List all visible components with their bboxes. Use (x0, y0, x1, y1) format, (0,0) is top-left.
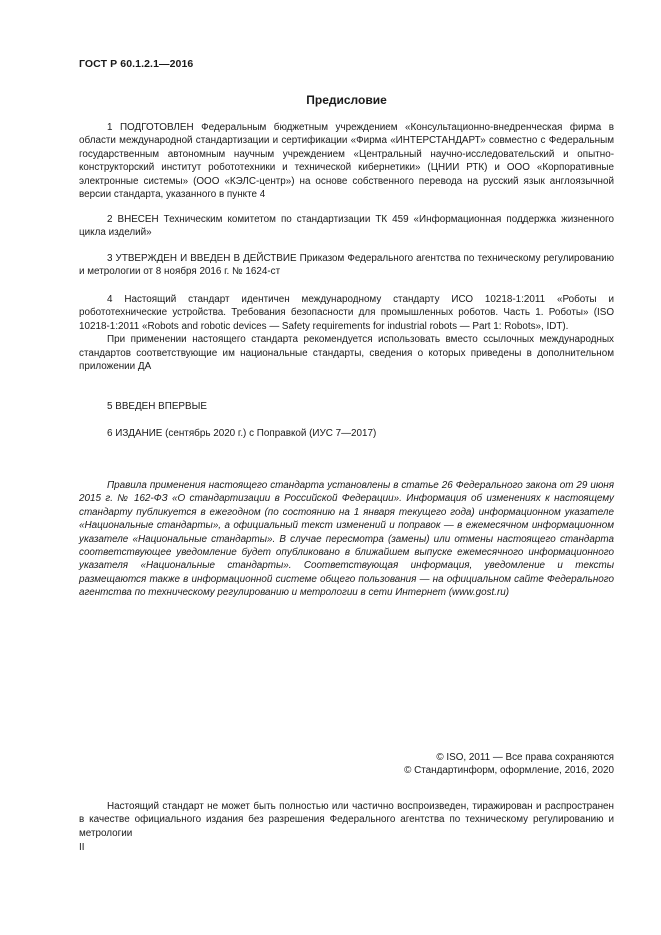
copyright-block (79, 751, 614, 778)
preface-item-4 (79, 293, 614, 373)
preface-item-1-text: 1 ПОДГОТОВЛЕН Федеральным бюджетным учреждением «Консультационно-внедренческая фирма в области международной стандартизации и сертификации «Фирма «ИНТЕРСТАНДАРТ» совместно с Федеральным государственным автономным научным учреждением «Центральный научно-исследовательский и опытно-конструкторский институт робототехники и технической кибернетики» (ЦНИИ РТК) и ООО «Корпоративные электронные системы» (ООО «КЭЛС-центр») на основе собственного перевода на русский язык англоязычной версии стандарта, указанного в пункте 4 (79, 122, 614, 201)
preface-item-5 (79, 400, 614, 413)
copyright-iso: © ISO, 2011 — Все права сохраняются (436, 752, 614, 763)
rules-notice-text: Правила применения настоящего стандарта установлены в статье 26 Федерального закона от 29 июня 2015 г. № 162-ФЗ «О стандартизации в Российской Федерации». Информация об изменениях к настоящему стандарту публикуется в ежегодном (по состоянию на 1 января текущего года) информационном указателе «Национальные стандарты», а официальный текст изменений и поправок — в ежемесячном информационном указателе «Национальные стандарты». В случае пересмотра (замены) или отмены настоящего стандарта соответствующее уведомление будет опубликовано в ближайшем выпуске ежемесячного информационного указателя «Национальные стандарты». Соответствующая информация, уведомление и тексты размещаются также в информационной системе общего пользования — на официальном сайте Федерального агентства по техническому регулированию и метрологии в сети Интернет (www.gost.ru) (79, 480, 614, 599)
preface-item-6 (79, 427, 614, 440)
preface-item-2 (79, 213, 614, 240)
preface-item-3 (79, 252, 614, 279)
preface-item-2-text: 2 ВНЕСЕН Техническим комитетом по стандартизации ТК 459 «Информационная поддержка жизненного цикла изделий» (79, 214, 614, 239)
reproduction-notice-text: Настоящий стандарт не может быть полностью или частично воспроизведен, тиражирован и распространен в качестве официального издания без разрешения Федерального агентства по техническому регулированию и метрологии (79, 801, 614, 839)
preface-item-6-text: 6 ИЗДАНИЕ (сентябрь 2020 г.) с Поправкой (ИУС 7—2017) (107, 428, 377, 439)
rules-notice (79, 479, 614, 600)
standard-code: ГОСТ Р 60.1.2.1—2016 (79, 58, 194, 70)
page-number: II (79, 842, 85, 853)
copyright-standartinform: © Стандартинформ, оформление, 2016, 2020 (404, 765, 614, 777)
preface-title: Предисловие (306, 93, 387, 107)
preface-item-5-text: 5 ВВЕДЕН ВПЕРВЫЕ (107, 401, 207, 412)
preface-item-3-text: 3 УТВЕРЖДЕН И ВВЕДЕН В ДЕЙСТВИЕ Приказом Федерального агентства по техническому регулированию и метрологии от 8 ноября 2016 г. № 1624-ст (79, 253, 614, 278)
preface-item-4-note: При применении настоящего стандарта рекомендуется использовать вместо ссылочных международных стандартов соответствующие им национальные стандарты, сведения о которых приведены в дополнительном приложении ДА (79, 334, 614, 373)
preface-item-1 (79, 121, 614, 201)
preface-item-4-text: 4 Настоящий стандарт идентичен международному стандарту ИСО 10218-1:2011 «Роботы и робототехнические устройства. Требования безопасности для промышленных роботов. Часть 1. Роботы» (ISO 10218-1:2011 «Robots and robotic devices — Safety requirements for industrial robots — Part 1: Robots», IDT). (79, 294, 614, 332)
reproduction-notice (79, 800, 614, 840)
